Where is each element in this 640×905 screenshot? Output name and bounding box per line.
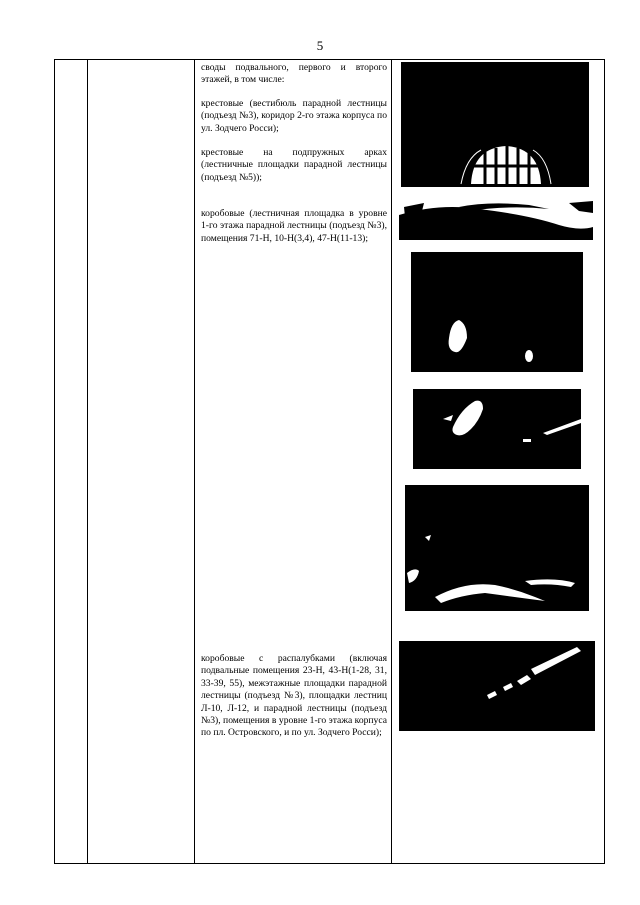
photo-barrel-vault-lunettes xyxy=(399,641,595,731)
number-cell xyxy=(55,60,88,864)
item-barrel-vaults-text: коробовые (лестничная площадка в уровне 1-го этажа парадной лестницы (подъезд №3), помещения 71-Н, 10-Н(3,4), 47-Н(11-13); xyxy=(201,208,387,244)
item-cross-vaults-arches-text: крестовые на подпружных арках (лестничные площадки парадной лестницы (подъезд №5)); xyxy=(201,147,387,183)
intro-text: своды подвального, первого и второго этажей, в том числе: xyxy=(201,62,387,86)
element-cell xyxy=(88,60,195,864)
vaults-table xyxy=(54,59,605,864)
item-cross-vaults-text: крестовые (вестибюль парадной лестницы (подъезд №3), коридор 2-го этажа корпуса по ул. Зодчего Росси); xyxy=(201,98,387,134)
photo-barrel-vault-room-2 xyxy=(405,485,589,611)
item-barrel-vaults-lunettes-text: коробовые с распалубками (включая подвальные помещения 23-Н, 43-Н(1-28, 31, 33-39, 55), межэтажные площадки парадной лестницы (подъезд №3), площадки лестниц Л-10, Л-12, и парадной лестницы (подъезд №3), помещения в уровне 1-го этажа корпуса по пл. Островского, и по ул. Зодчего Росси); xyxy=(201,653,387,739)
photo-barrel-vault-room-1 xyxy=(413,389,581,469)
table-row xyxy=(55,60,605,864)
photo-cross-vault-vestibule xyxy=(401,62,589,187)
photo-cell xyxy=(392,60,605,864)
page-number: 5 xyxy=(316,38,324,53)
photo-cross-vault-arches xyxy=(399,201,593,240)
photo-barrel-vault-landing xyxy=(411,252,583,372)
description-cell xyxy=(195,60,392,864)
